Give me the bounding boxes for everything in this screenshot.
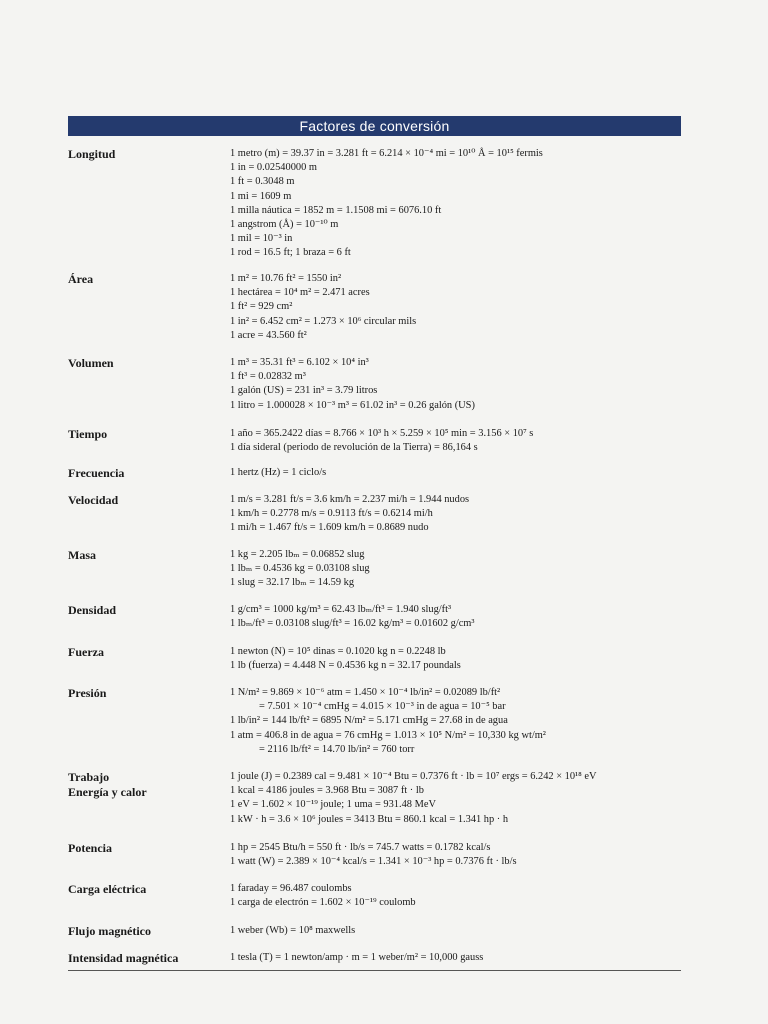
entry-line: 1 watt (W) = 2.389 × 10⁻⁴ kcal/s = 1.341 × 10⁻³ hp = 0.7376 ft · lb/s	[230, 856, 517, 868]
entry-line: 1 rod = 16.5 ft; 1 braza = 6 ft	[230, 247, 351, 259]
entry-line-continued: = 2116 lb/ft² = 14.70 lb/in² = 760 torr	[259, 743, 415, 755]
entry-line: 1 tesla (T) = 1 newton/amp · m = 1 weber/m² = 10,000 gauss	[230, 952, 484, 963]
entries-velocidad	[230, 493, 469, 536]
entry-line: 1 m³ = 35.31 ft³ = 6.102 × 10⁴ in³	[230, 357, 369, 368]
entry-line: 1 slug = 32.17 lbₘ = 14.59 kg	[230, 577, 355, 589]
category-presion: Presión	[68, 686, 107, 700]
category-tiempo: Tiempo	[68, 427, 108, 441]
entry-line: 1 kW · h = 3.6 × 10⁶ joules = 3413 Btu = 860.1 kcal = 1.341 hp · h	[230, 813, 509, 825]
bottom-divider	[68, 970, 681, 971]
category-potencia: Potencia	[68, 841, 112, 855]
category-frecuencia: Frecuencia	[68, 466, 125, 480]
entry-line: 1 atm = 406.8 in de agua = 76 cmHg = 1.013 × 10⁵ N/m² = 10,330 kg wt/m²	[230, 729, 546, 741]
entry-line: 1 lbₘ = 0.4536 kg = 0.03108 slug	[230, 563, 370, 575]
entry-line: 1 milla náutica = 1852 m = 1.1508 mi = 6076.10 ft	[230, 204, 442, 216]
category-fuerza: Fuerza	[68, 645, 104, 659]
title-banner	[68, 116, 681, 136]
entry-line: 1 N/m² = 9.869 × 10⁻⁶ atm = 1.450 × 10⁻⁴ lb/in² = 0.02089 lb/ft²	[230, 687, 501, 698]
entries-carga-electrica	[230, 882, 416, 910]
entries-fuerza	[230, 645, 461, 673]
category-velocidad: Velocidad	[68, 493, 119, 507]
entry-line: 1 litro = 1.000028 × 10⁻³ m³ = 61.02 in³ = 0.26 galón (US)	[230, 399, 475, 411]
entry-line: 1 joule (J) = 0.2389 cal = 9.481 × 10⁻⁴ Btu = 0.7376 ft · lb = 10⁷ ergs = 6.242 × 10¹⁸ eV	[230, 771, 597, 782]
entry-line: 1 g/cm³ = 1000 kg/m³ = 62.43 lbₘ/ft³ = 1.940 slug/ft³	[230, 604, 452, 615]
entry-line: 1 metro (m) = 39.37 in = 3.281 ft = 6.214 × 10⁻⁴ mi = 10¹⁰ Å = 10¹⁵ fermis	[230, 148, 543, 159]
category-carga-electrica: Carga eléctrica	[68, 882, 147, 896]
entry-line: 1 mi = 1609 m	[230, 190, 292, 202]
entry-line: 1 km/h = 0.2778 m/s = 0.9113 ft/s = 0.6214 mi/h	[230, 508, 433, 520]
entry-line: 1 galón (US) = 231 in³ = 3.79 litros	[230, 385, 378, 397]
entries-masa	[230, 548, 370, 591]
entry-line: 1 ft = 0.3048 m	[230, 176, 295, 188]
entry-line: 1 lb (fuerza) = 4.448 N = 0.4536 kg n = 32.17 poundals	[230, 660, 461, 672]
entries-area	[230, 272, 416, 343]
entry-line: 1 hectárea = 10⁴ m² = 2.471 acres	[230, 287, 370, 299]
entry-line: 1 hp = 2545 Btu/h = 550 ft · lb/s = 745.7 watts = 0.1782 kcal/s	[230, 842, 491, 853]
entry-line: 1 in = 0.02540000 m	[230, 162, 317, 174]
entries-potencia	[230, 841, 517, 869]
entry-line: 1 kg = 2.205 lbₘ = 0.06852 slug	[230, 549, 365, 560]
category-longitud: Longitud	[68, 147, 116, 161]
entries-longitud	[230, 147, 543, 261]
page-title: Factores de conversión	[299, 118, 450, 134]
entry-line: 1 faraday = 96.487 coulombs	[230, 883, 352, 894]
entries-frecuencia	[230, 466, 326, 480]
entry-line: 1 weber (Wb) = 10⁸ maxwells	[230, 925, 356, 936]
entry-line: 1 lb/in² = 144 lb/ft² = 6895 N/m² = 5.171 cmHg = 27.68 in de agua	[230, 715, 508, 727]
entries-intensidad-magnetica	[230, 951, 483, 965]
entry-line: 1 in² = 6.452 cm² = 1.273 × 10⁶ circular mils	[230, 315, 417, 327]
entries-volumen	[230, 356, 475, 413]
entries-densidad	[230, 603, 475, 631]
entry-line: 1 lbₘ/ft³ = 0.03108 slug/ft³ = 16.02 kg/m³ = 0.01602 g/cm³	[230, 618, 475, 630]
category-flujo-magnetico: Flujo magnético	[68, 924, 151, 938]
entry-line: 1 angstrom (Å) = 10⁻¹⁰ m	[230, 219, 339, 231]
entry-line: 1 acre = 43.560 ft²	[230, 329, 307, 341]
entry-line: 1 año = 365.2422 días = 8.766 × 10³ h × 5.259 × 10⁵ min = 3.156 × 10⁷ s	[230, 428, 534, 439]
entry-line: 1 día sideral (periodo de revolución de la Tierra) = 86,164 s	[230, 442, 478, 454]
entry-line: 1 m² = 10.76 ft² = 1550 in²	[230, 273, 342, 284]
entries-tiempo	[230, 427, 533, 455]
category-masa: Masa	[68, 548, 96, 562]
entries-trabajo-energia	[230, 770, 597, 827]
entry-line: 1 mi/h = 1.467 ft/s = 1.609 km/h = 0.8689 nudo	[230, 522, 429, 534]
entry-line: 1 mil = 10⁻³ in	[230, 233, 293, 245]
entry-line: 1 carga de electrón = 1.602 × 10⁻¹⁹ coulomb	[230, 897, 416, 909]
category-intensidad-magnetica: Intensidad magnética	[68, 951, 179, 965]
entry-line-continued: = 7.501 × 10⁻⁴ cmHg = 4.015 × 10⁻³ in de agua = 10⁻⁵ bar	[259, 701, 506, 713]
category-area: Área	[68, 272, 94, 286]
entries-presion	[230, 686, 546, 757]
entry-line: 1 ft³ = 0.02832 m³	[230, 371, 306, 383]
entry-line: 1 ft² = 929 cm²	[230, 301, 293, 313]
category-densidad: Densidad	[68, 603, 117, 617]
entry-line: 1 eV = 1.602 × 10⁻¹⁹ joule; 1 uma = 931.48 MeV	[230, 799, 436, 811]
entry-line: 1 m/s = 3.281 ft/s = 3.6 km/h = 2.237 mi/h = 1.944 nudos	[230, 494, 470, 505]
entry-line: 1 hertz (Hz) = 1 ciclo/s	[230, 467, 327, 478]
entry-line: 1 newton (N) = 10⁵ dinas = 0.1020 kg n = 0.2248 lb	[230, 646, 446, 657]
entry-line: 1 kcal = 4186 joules = 3.968 Btu = 3087 ft · lb	[230, 785, 424, 797]
entries-flujo-magnetico	[230, 924, 355, 938]
category-trabajo-energia: Trabajo Energía y calor	[68, 770, 147, 799]
category-volumen: Volumen	[68, 356, 114, 370]
